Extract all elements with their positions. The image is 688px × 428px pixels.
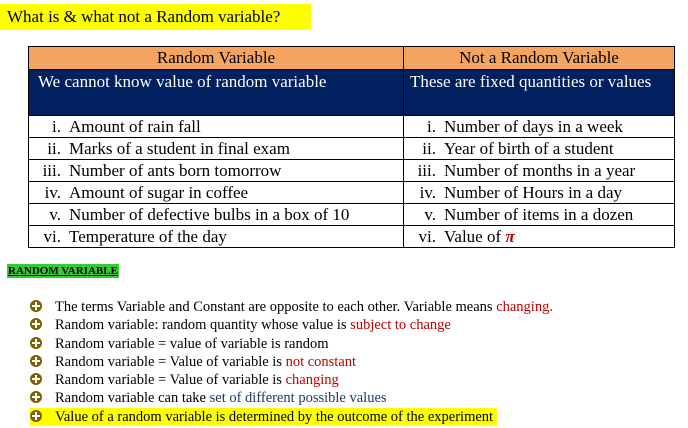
right-cell: [404, 160, 675, 182]
description-random: We cannot know value of random variable: [29, 70, 404, 116]
item-number: vi.: [43, 227, 61, 246]
bullet-emphasis: subject to change: [350, 317, 451, 334]
item-number: i.: [427, 117, 436, 136]
list-item: [30, 408, 670, 426]
item-text: Number of days in a week: [444, 117, 623, 136]
plus-circle-icon: [30, 391, 42, 403]
list-item: [30, 371, 670, 389]
item-text: Temperature of the day: [69, 227, 227, 246]
table-row: [29, 138, 675, 160]
list-item: [30, 335, 670, 353]
item-number: v.: [49, 205, 61, 224]
plus-circle-icon: [30, 337, 42, 349]
page-title: What is & what not a Random variable?: [0, 4, 311, 30]
bullet-text: Random variable can take: [55, 390, 210, 407]
item-text: Value of: [444, 227, 502, 246]
item-text: Number of Hours in a day: [444, 183, 622, 202]
table-row: [29, 226, 675, 248]
item-number: vi.: [418, 227, 436, 246]
item-text: Year of birth of a student: [444, 139, 614, 158]
item-text: Amount of rain fall: [69, 117, 201, 136]
item-number: ii.: [47, 139, 61, 158]
table-description-row: [29, 70, 675, 116]
table-row: [29, 160, 675, 182]
item-text: Marks of a student in final exam: [69, 139, 290, 158]
right-cell: [404, 182, 675, 204]
list-item: [30, 353, 670, 371]
item-text: Number of ants born tomorrow: [69, 161, 282, 180]
item-number: iv.: [44, 183, 61, 202]
bullet-emphasis: set of different possible values: [209, 390, 387, 407]
table-row: [29, 204, 675, 226]
highlighted-bullet: [30, 408, 497, 426]
table-row: [29, 182, 675, 204]
bullet-emphasis: changing.: [496, 299, 553, 315]
header-not-random-variable: Not a Random Variable: [404, 47, 675, 70]
left-cell: [29, 204, 404, 226]
pi-symbol: π: [505, 227, 515, 246]
bullet-text: Random variable = Value of variable is: [55, 353, 286, 370]
description-not-random: These are fixed quantities or values: [404, 70, 675, 116]
header-random-variable: Random Variable: [29, 47, 404, 70]
item-number: i.: [52, 117, 61, 136]
bullet-text: The terms Variable and Constant are opposite to each other. Variable means: [55, 299, 497, 315]
plus-circle-icon: [30, 410, 42, 422]
left-cell: [29, 138, 404, 160]
left-cell: [29, 182, 404, 204]
item-number: iv.: [419, 183, 436, 202]
bullet-text: Random variable = Value of variable is: [55, 372, 286, 389]
bullet-emphasis: changing: [285, 372, 339, 389]
section-heading: RANDOM VARIABLE: [8, 265, 118, 277]
bullet-text: Value of a random variable is determined by the outcome of the experiment: [55, 408, 494, 425]
random-variable-table: [28, 46, 675, 248]
right-cell: [404, 204, 675, 226]
bullet-text: Random variable: random quantity whose value is: [55, 317, 351, 334]
item-text: Number of defective bulbs in a box of 10: [69, 205, 350, 224]
item-number: v.: [424, 205, 436, 224]
list-item: [30, 298, 670, 316]
bullet-list: [30, 298, 670, 426]
table-row: [29, 116, 675, 138]
item-number: iii.: [42, 161, 61, 180]
item-number: iii.: [417, 161, 436, 180]
left-cell: [29, 116, 404, 138]
list-item: [30, 316, 670, 334]
list-item: [30, 389, 670, 407]
right-cell: [404, 116, 675, 138]
right-cell: [404, 138, 675, 160]
bullet-emphasis: not constant: [285, 353, 357, 370]
plus-circle-icon: [30, 318, 42, 330]
right-cell: [404, 226, 675, 248]
table-header-row: [29, 47, 675, 70]
plus-circle-icon: [30, 373, 42, 385]
plus-circle-icon: [30, 355, 42, 367]
item-text: Amount of sugar in coffee: [69, 183, 249, 202]
item-text: Number of items in a dozen: [444, 205, 634, 224]
bullet-text: Random variable = value of variable is random: [55, 335, 329, 352]
left-cell: [29, 226, 404, 248]
item-text: Number of months in a year: [444, 161, 636, 180]
plus-circle-icon: [30, 300, 42, 312]
left-cell: [29, 160, 404, 182]
item-number: ii.: [422, 139, 436, 158]
